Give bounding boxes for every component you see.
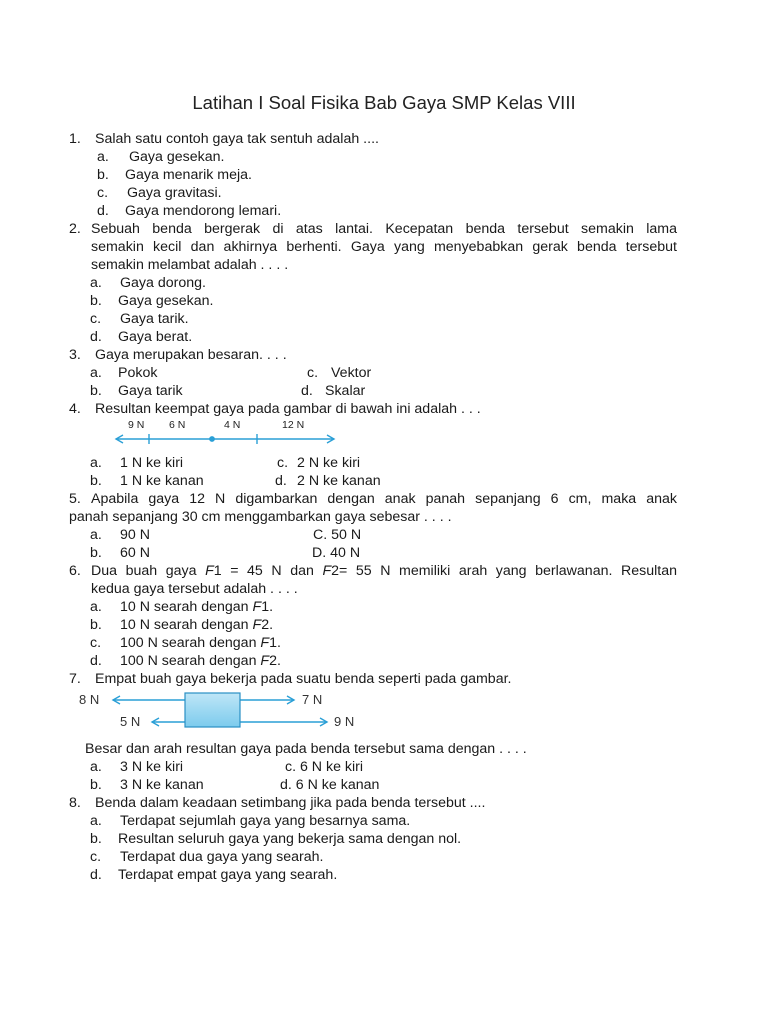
option-a: a. Gaya gesekan.	[97, 149, 225, 165]
option-d: d. Gaya mendorong lemari.	[97, 203, 282, 219]
object-box	[185, 693, 240, 727]
option-c: c. Terdapat dua gaya yang searah.	[90, 849, 324, 865]
option-d: d. 100 N searah dengan F2.	[90, 653, 281, 669]
question-number: 4.	[69, 401, 81, 417]
option-b: b. Resultan seluruh gaya yang bekerja sama dengan nol.	[90, 831, 462, 847]
option-c: C. 50 N	[313, 527, 362, 543]
option-b: b. Gaya menarik meja.	[97, 167, 252, 183]
option-a: a. 3 N ke kiri	[90, 759, 184, 775]
option-d: d. 2 N ke kanan	[275, 473, 381, 489]
question-text: semakin melambat adalah . . . .	[91, 257, 289, 273]
option-d: d. Skalar	[301, 383, 366, 399]
option-a: a. 10 N searah dengan F1.	[90, 599, 274, 615]
option-a: a. Pokok	[90, 365, 158, 381]
question-4	[69, 400, 677, 418]
option-b: b. 10 N searah dengan F2.	[90, 617, 274, 633]
question-number: 8.	[69, 795, 81, 811]
question-number: 7.	[69, 671, 81, 687]
option-a: a. Gaya dorong.	[90, 275, 206, 291]
option-b: b. 3 N ke kanan	[90, 777, 204, 793]
question-8	[69, 794, 677, 812]
question-text: Gaya merupakan besaran. . . .	[95, 347, 287, 363]
question-number: 6.	[69, 563, 81, 579]
option-d: d. 6 N ke kanan	[280, 777, 380, 793]
question-text: panah sepanjang 30 cm menggambarkan gaya sebesar . . . .	[69, 509, 452, 525]
question-text: semakin kecil dan akhirnya berhenti. Gaya yang menyebabkan gerak benda tersebut	[91, 239, 677, 255]
option-c: c. 2 N ke kiri	[277, 455, 361, 471]
option-a: a. Terdapat sejumlah gaya yang besarnya sama.	[90, 813, 411, 829]
option-b: b. Gaya tarik	[90, 383, 183, 399]
question-number: 3.	[69, 347, 81, 363]
question-number: 5.	[69, 491, 81, 507]
page-title: Latihan I Soal Fisika Bab Gaya SMP Kelas VIII	[192, 92, 576, 113]
question-text: Salah satu contoh gaya tak sentuh adalah ....	[95, 131, 379, 147]
question-number: 2.	[69, 221, 81, 237]
force-label: 8 N	[79, 692, 100, 707]
force-label: 9 N	[128, 419, 145, 431]
force-diagram-2	[69, 690, 677, 734]
force-label: 9 N	[334, 714, 355, 729]
option-a: a. 90 N	[90, 527, 150, 543]
force-label: 4 N	[224, 419, 241, 431]
option-c: c. 6 N ke kiri	[285, 759, 364, 775]
question-2	[69, 220, 677, 238]
question-text: Empat buah gaya bekerja pada suatu benda seperti pada gambar.	[95, 671, 512, 687]
question-text: kedua gaya tersebut adalah . . . .	[91, 581, 298, 597]
option-a: a. 1 N ke kiri	[90, 455, 184, 471]
option-c: c. Gaya tarik.	[90, 311, 189, 327]
force-label: 6 N	[169, 419, 186, 431]
option-c: c. Vektor	[307, 365, 372, 381]
option-d: D. 40 N	[312, 545, 361, 561]
question-text: Resultan keempat gaya pada gambar di bawah ini adalah . . .	[95, 401, 481, 417]
question-number: 1.	[69, 131, 81, 147]
question-7	[69, 670, 677, 688]
question-text: Sebuah benda bergerak di atas lantai. Kecepatan benda tersebut semakin lama	[91, 221, 677, 237]
origin-point	[210, 437, 214, 441]
question-1	[69, 130, 677, 148]
option-b: b. 60 N	[90, 545, 150, 561]
question-text: Dua buah gaya F1 = 45 N dan F2= 55 N memiliki arah yang berlawanan. Resultan	[91, 563, 677, 579]
question-6	[69, 562, 677, 580]
question-text: Besar dan arah resultan gaya pada benda tersebut sama dengan . . . .	[85, 741, 527, 757]
question-text: Apabila gaya 12 N digambarkan dengan anak panah sepanjang 6 cm, maka anak	[91, 491, 677, 507]
question-list	[69, 130, 677, 884]
question-text: Benda dalam keadaan setimbang jika pada benda tersebut ....	[95, 795, 486, 811]
force-label: 5 N	[120, 714, 141, 729]
option-c: c. Gaya gravitasi.	[97, 185, 222, 201]
option-b: b. 1 N ke kanan	[90, 473, 204, 489]
option-d: d. Terdapat empat gaya yang searah.	[90, 867, 338, 883]
option-c: c. 100 N searah dengan F1.	[90, 635, 281, 651]
force-label: 12 N	[282, 419, 305, 431]
question-5	[69, 490, 677, 508]
force-diagram-1	[69, 418, 677, 454]
force-label: 7 N	[302, 692, 323, 707]
option-b: b. Gaya gesekan.	[90, 293, 214, 309]
option-d: d. Gaya berat.	[90, 329, 193, 345]
question-3	[69, 346, 677, 364]
